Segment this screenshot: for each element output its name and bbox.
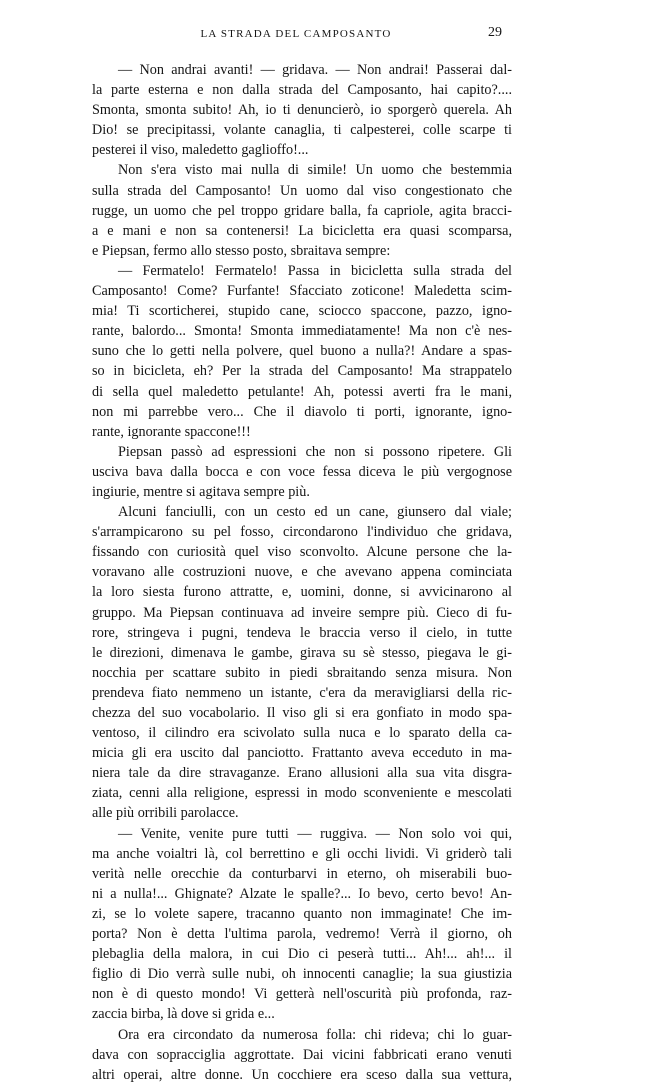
- text-line: micia gli era uscito dal panciotto. Frattanto aveva ecceduto in ma-: [92, 745, 512, 762]
- text-line: dava con sopracciglia aggrottate. Dai vicini fabbricati erano venuti: [92, 1046, 512, 1063]
- text-line: Piepsan passò ad espressioni che non si possono ripetere. Gli: [118, 443, 512, 460]
- text-line: non mi parrebbe vero... Che il diavolo ti porti, ignorante, igno-: [92, 403, 512, 420]
- text-line: — Venite, venite pure tutti — ruggiva. — Non solo voi qui,: [118, 825, 512, 842]
- text-line: fissando con curiosità quel viso sconvolto. Alcune persone che la-: [92, 544, 512, 561]
- text-line: a e mani e non sa contenersi! La bicicletta era quasi scomparsa,: [92, 222, 512, 239]
- text-line: ziata, cenni alla religione, espressi in modo sconveniente e mescolati: [92, 785, 512, 802]
- text-line: prendeva fiato nemmeno un istante, c'era da meravigliarsi della ric-: [92, 684, 512, 701]
- text-line: altri operai, altre donne. Un cocchiere era sceso dalla sua vettura,: [92, 1066, 512, 1083]
- text-line: rugge, un uomo che pel troppo gridare balla, fa capriole, agita bracci-: [92, 202, 512, 219]
- text-line: Non s'era visto mai nulla di simile! Un uomo che bestemmia: [118, 162, 512, 179]
- running-title: LA STRADA DEL CAMPOSANTO: [200, 28, 392, 40]
- text-line: so in bicicleta, eh? Per la strada del Camposanto! Ma strappatelo: [92, 363, 512, 380]
- text-line: zi, se lo volete sapere, tracanno quanto non immaginate! Che im-: [92, 905, 512, 922]
- text-line: zaccia birba, là dove si grida e...: [92, 1006, 275, 1023]
- text-line: pesterei il viso, maledetto gaglioffo!...: [92, 142, 309, 159]
- text-line: mia! Ti scorticherei, stupido cane, sciocco spaccone, pazzo, igno-: [92, 303, 512, 320]
- text-line: la loro siesta furono attratte, e, uomini, donne, si avvicinarono al: [92, 584, 512, 601]
- text-line: Dio! se precipitassi, volante canaglia, ti calpesterei, colle scarpe ti: [92, 122, 512, 139]
- text-line: sulla strada del Camposanto! Un uomo dal viso congestionato che: [92, 182, 512, 199]
- text-line: ma anche voialtri là, col berrettino e gli occhi lividi. Vi griderò tali: [92, 845, 512, 862]
- text-line: niera tale da dire stravaganze. Erano allusioni alla sua vita disgra-: [92, 765, 512, 782]
- text-line: ni a nulla!... Ghignate? Alzate le spalle?... Io bevo, certo bevo! An-: [92, 885, 512, 902]
- text-line: porta? Non è detta l'ultima parola, vedremo! Verrà il giorno, oh: [92, 926, 512, 943]
- text-line: alle più orribili parolacce.: [92, 805, 239, 822]
- body-text: [92, 60, 512, 1085]
- page-number: 29: [488, 25, 502, 40]
- text-line: non è di questo mondo! Vi getterà nell'oscurità più profonda, raz-: [92, 986, 512, 1003]
- text-line: Alcuni fanciulli, con un cesto ed un cane, giunsero dal viale;: [118, 504, 512, 521]
- text-line: la parte esterna e non dalla strada del Camposanto, hai capito?....: [92, 82, 512, 99]
- text-line: gruppo. Ma Piepsan continuava ad inveire sempre più. Cieco di fu-: [92, 604, 512, 621]
- text-line: Camposanto! Come? Furfante! Sfacciato zoticone! Maledetta scim-: [92, 283, 512, 300]
- text-line: ventoso, il cilindro era scivolato sulla nuca e lo sparato della ca-: [92, 725, 512, 742]
- text-line: usciva bava dalla bocca e con voce fessa diceva le più vergognose: [92, 463, 512, 480]
- text-line: plebaglia della malora, in cui Dio ci peserà tutti... Ah!... ah!... il: [92, 946, 512, 963]
- text-line: — Non andrai avanti! — gridava. — Non andrai! Passerai dal-: [118, 62, 512, 78]
- text-line: figlio di Dio verrà sulle nubi, oh innocenti canaglie; la sua giustizia: [92, 966, 512, 983]
- text-line: chezza del suo vocabolario. Il viso gli si era gonfiato in modo spa-: [92, 705, 512, 721]
- text-line: rante, ignorante spaccone!!!: [92, 423, 251, 440]
- text-line: rore, stringeva i pugni, tendeva le braccia verso il cielo, in tutte: [92, 624, 512, 641]
- text-line: Smonta, smonta subito! Ah, io ti denuncierò, io sporgerò querela. Ah: [92, 102, 512, 119]
- text-line: rante, balordo... Smonta! Smonta immediatamente! Ma non c'è nes-: [92, 323, 512, 340]
- text-line: nocchia per scattare subito in piedi sbraitando senza misura. Non: [92, 664, 512, 681]
- text-line: — Fermatelo! Fermatelo! Passa in bicicletta sulla strada del: [118, 262, 512, 279]
- text-line: e Piepsan, fermo allo stesso posto, sbraitava sempre:: [92, 242, 391, 259]
- text-line: ingiurie, mentre si agitava sempre più.: [92, 483, 310, 500]
- text-line: suno che lo getti nella polvere, quel buono a nulla?! Andare a spas-: [92, 343, 512, 360]
- text-line: di sella quel maledetto petulante! Ah, potessi averti fra le mani,: [92, 383, 512, 400]
- text-line: voravano alle costruzioni nuove, e che avevano appena cominciata: [92, 564, 512, 581]
- text-line: verità nelle orecchie da conturbarvi in eterno, oh miserabili buo-: [92, 865, 512, 882]
- text-line: s'arrampicarono su pel fosso, circondarono l'individuo che gridava,: [92, 524, 512, 541]
- text-line: Ora era circondato da numerosa folla: chi rideva; chi lo guar-: [118, 1026, 512, 1043]
- text-line: le direzioni, dimenava le gambe, girava su sè stesso, piegava le gi-: [92, 644, 512, 661]
- page-header: [0, 24, 664, 46]
